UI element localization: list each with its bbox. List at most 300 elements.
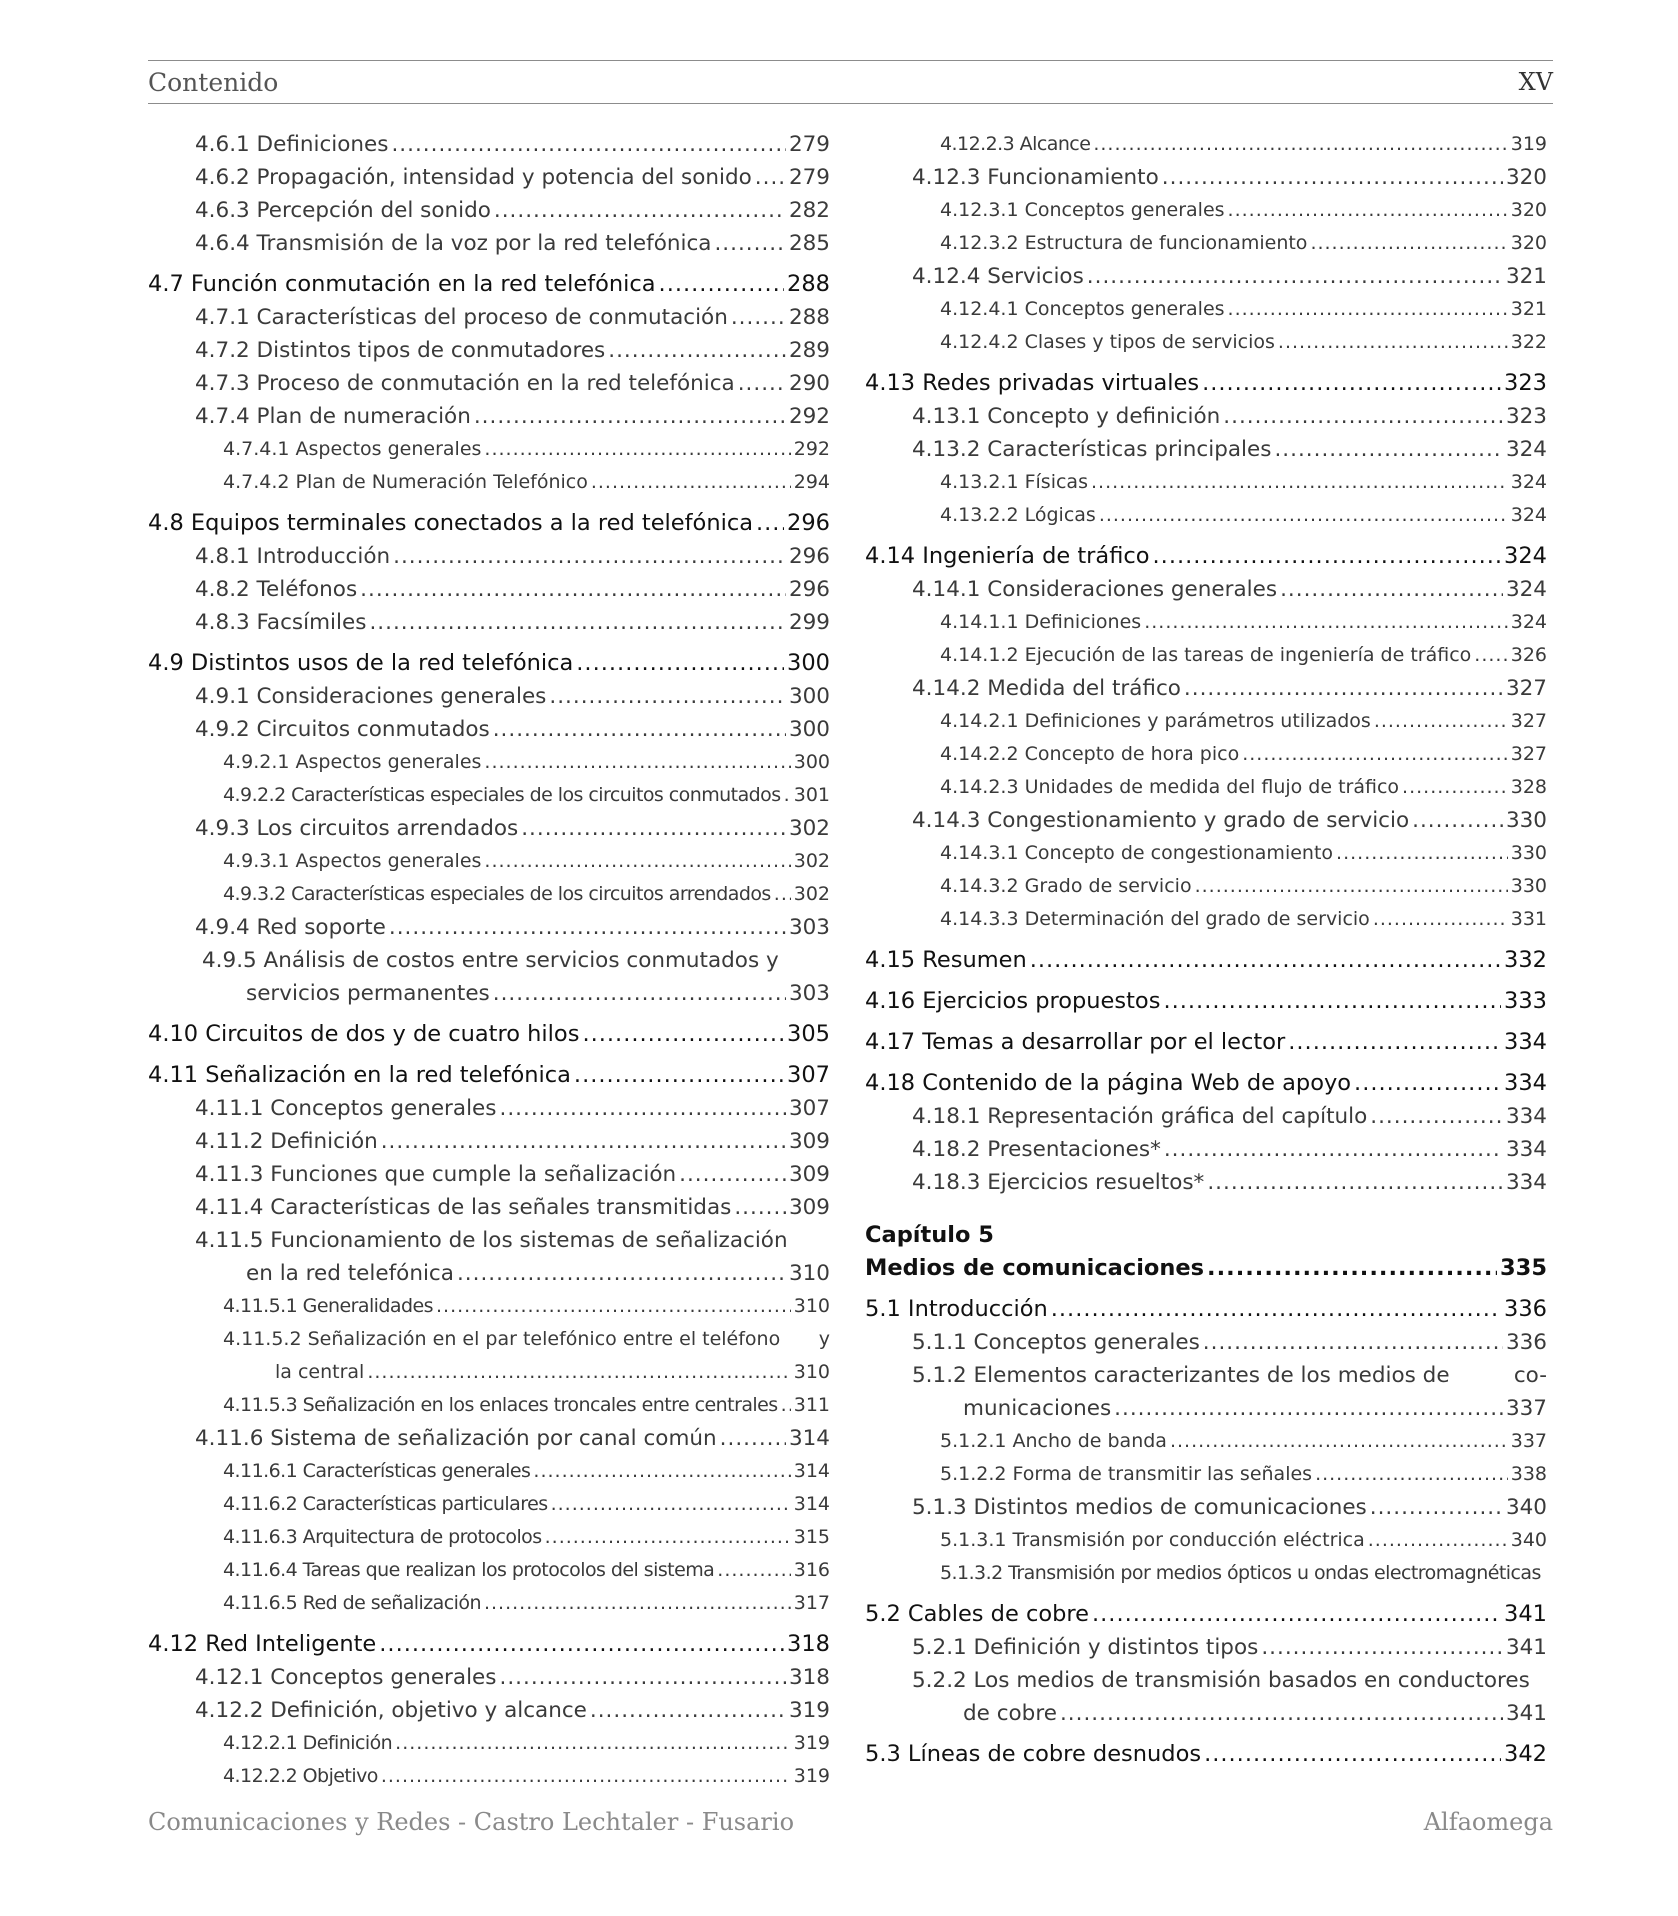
toc-entry-title: 4.9.1 Consideraciones generales [195,684,547,709]
dot-leader [1162,161,1503,194]
toc-entry-wrapped[interactable] [148,944,830,977]
toc-entry-page: 334 [1505,1170,1547,1195]
toc-entry-level-1[interactable] [148,647,830,680]
dot-leader [493,977,786,1010]
dot-leader [1228,194,1508,227]
toc-entry-page: 310 [788,1261,830,1286]
dot-leader [381,1125,786,1158]
toc-entry-page: 307 [788,1096,830,1121]
toc-entry-page: 296 [788,577,830,602]
toc-entry-title: 4.11.5.1 Generalidades [223,1295,434,1317]
dot-leader [1223,400,1503,433]
toc-entry-title: 4.14.3.2 Grado de servicio [940,875,1192,897]
dot-leader [576,647,784,680]
toc-entry-title: 4.11.6.5 Red de señalización [223,1592,481,1614]
toc-entry-page: 327 [1510,710,1547,732]
dot-leader [781,1389,791,1422]
toc-entry-title: 5.1.3.2 Transmisión por medios ópticos u ondas electromagnéticas [940,1562,1541,1584]
dot-leader [499,1661,785,1694]
toc-entry-title: 4.8 Equipos terminales conectados a la red telefónica [148,510,753,536]
toc-entry-page: 282 [788,198,830,223]
toc-entry-level-3[interactable] [148,746,830,779]
dot-leader [659,268,785,301]
toc-entry-level-2[interactable] [148,128,830,161]
dot-leader [369,606,786,639]
toc-entry-level-1[interactable] [865,944,1547,977]
toc-entry-page: 310 [793,1361,830,1383]
toc-entry-title: 4.11.6 Sistema de señalización por canal común [195,1426,717,1451]
toc-entry-page: 324 [1505,437,1547,462]
toc-entry-level-3[interactable] [865,1557,1547,1590]
toc-entry-page: 323 [1504,370,1547,396]
toc-entry-level-2[interactable] [865,573,1547,606]
dot-leader [590,1694,786,1727]
toc-entry-title: 4.7.4.2 Plan de Numeración Telefónico [223,471,588,493]
toc-entry-page: 305 [787,1021,830,1047]
toc-entry-page: 327 [1505,676,1547,701]
toc-entry-page: 335 [1500,1255,1547,1281]
toc-entry-title-cont: municaciones [963,1396,1112,1421]
toc-entry-level-3[interactable] [865,128,1547,161]
toc-entry-level-2[interactable] [865,1326,1547,1359]
toc-entry-level-2[interactable] [865,1100,1547,1133]
toc-entry-level-3[interactable] [865,227,1547,260]
toc-entry-page: 319 [793,1765,830,1787]
toc-entry-level-2[interactable] [865,1133,1547,1166]
toc-entry-page: 330 [1510,842,1547,864]
dot-leader [381,1760,791,1793]
toc-entry-level-3[interactable] [865,771,1547,804]
toc-entry-page: 336 [1504,1296,1547,1322]
toc-entry-page: 311 [793,1394,830,1416]
toc-entry-level-3[interactable] [865,870,1547,903]
toc-entry-wrapped[interactable] [148,1224,830,1257]
toc-entry-page: 319 [1510,133,1547,155]
dot-leader [484,746,790,779]
toc-entry-title: 4.6.3 Percepción del sonido [195,198,491,223]
toc-entry-title: 4.15 Resumen [865,947,1027,973]
toc-entry-level-1[interactable] [865,1026,1547,1059]
toc-entry-page: 285 [788,231,830,256]
dot-leader [360,573,786,606]
toc-entry-title: 5.1 Introducción [865,1296,1048,1322]
dot-leader [1274,433,1503,466]
toc-entry-page: 303 [788,981,830,1006]
footer-publisher: Alfaomega [1423,1808,1553,1836]
toc-entry-level-1[interactable] [148,1018,830,1051]
toc-entry-page: 292 [788,404,830,429]
toc-entry-level-2[interactable] [148,367,830,400]
toc-entry-page: 303 [788,915,830,940]
toc-entry-page: 337 [1505,1396,1547,1421]
toc-entry-level-1[interactable] [865,1067,1547,1100]
toc-entry-continuation[interactable] [148,977,830,1010]
toc-entry-page: 299 [788,610,830,635]
dot-leader [1315,1458,1508,1491]
dot-leader [756,507,784,540]
toc-entry-title-cont: en la red telefónica [246,1261,454,1286]
dot-leader [1288,1026,1501,1059]
dot-leader [1242,738,1508,771]
toc-entry-page: 296 [788,544,830,569]
toc-entry-level-3[interactable] [865,837,1547,870]
toc-entry-title: 4.11.6.4 Tareas que realizan los protocolos del sistema [223,1559,715,1581]
toc-entry-page: 319 [793,1732,830,1754]
toc-entry-level-3[interactable] [148,1389,830,1422]
toc-entry-level-2[interactable] [865,672,1547,705]
running-footer [148,1808,1553,1836]
dot-leader [1228,293,1508,326]
toc-entry-page: 320 [1505,165,1547,190]
dot-leader [484,845,790,878]
toc-entry-level-1[interactable] [865,985,1547,1018]
toc-entry-level-3[interactable] [148,1290,830,1323]
toc-entry-wrapped[interactable] [865,1664,1547,1697]
toc-entry-title: 4.12 Red Inteligente [148,1631,377,1657]
toc-entry-level-2[interactable] [148,1422,830,1455]
toc-entry-page: 327 [1510,743,1547,765]
toc-entry-title: 4.14.1.1 Definiciones [940,611,1142,633]
toc-entry-title: 4.12.1 Conceptos generales [195,1665,497,1690]
toc-entry-level-2[interactable] [865,1166,1547,1199]
toc-entry-title-tail: co- [1513,1363,1547,1388]
toc-entry-level-3[interactable] [865,903,1547,936]
dot-leader [1170,1425,1508,1458]
toc-entry-title: 4.12.3 Funcionamiento [912,165,1159,190]
toc-entry-level-3[interactable] [148,1455,830,1488]
dot-leader [734,1191,786,1224]
toc-entry-level-3[interactable] [865,194,1547,227]
toc-entry-title: 4.9.3.1 Aspectos generales [223,850,482,872]
toc-entry-page: 310 [793,1295,830,1317]
toc-entry-title: Medios de comunicaciones [865,1255,1205,1281]
toc-entry-title: 4.12.4.1 Conceptos generales [940,298,1225,320]
toc-entry-level-2[interactable] [148,400,830,433]
toc-entry-title: 4.13.2 Características principales [912,437,1272,462]
toc-entry-title: 4.18 Contenido de la página Web de apoyo [865,1070,1352,1096]
toc-entry-title: 4.11.6.1 Características generales [223,1460,531,1482]
toc-entry-level-3[interactable] [865,326,1547,359]
toc-entry-page: 289 [788,338,830,363]
toc-entry-title: 4.7 Función conmutación en la red telefónica [148,271,656,297]
toc-entry-title: 4.11.5.2 Señalización en el par telefónico entre el teléfono [223,1328,781,1350]
toc-entry-title: 4.11.4 Características de las señales transmitidas [195,1195,732,1220]
toc-entry-wrapped[interactable] [148,1323,830,1356]
toc-entry-continuation[interactable] [865,1392,1547,1425]
dot-leader [1278,326,1508,359]
toc-entry-level-2[interactable] [865,161,1547,194]
toc-entry-continuation[interactable] [148,1257,830,1290]
dot-leader [1261,1631,1503,1664]
dot-leader [1114,1392,1503,1425]
toc-entry-page: 288 [788,305,830,330]
toc-entry-level-2[interactable] [148,713,830,746]
dot-leader [521,812,786,845]
toc-entry-level-2[interactable] [148,161,830,194]
toc-entry-level-2[interactable] [148,680,830,713]
toc-entry-level-3[interactable] [148,1521,830,1554]
toc-entry-title: 4.9.2 Circuitos conmutados [195,717,490,742]
toc-entry-title: 4.14.1.2 Ejecución de las tareas de ingeniería de tráfico [940,644,1472,666]
toc-entry-level-1[interactable] [148,268,830,301]
dot-leader [608,334,786,367]
toc-entry-level-2[interactable] [148,911,830,944]
dot-leader [1144,606,1508,639]
toc-entry-level-3[interactable] [148,1760,830,1793]
toc-entry-continuation[interactable] [148,1356,830,1389]
toc-entry-level-3[interactable] [148,845,830,878]
dot-leader [1184,672,1503,705]
toc-entry-page: 331 [1510,908,1547,930]
dot-leader [574,1059,784,1092]
dot-leader [1373,903,1508,936]
toc-entry-title: 4.14.2.2 Concepto de hora pico [940,743,1240,765]
toc-entry-page: 300 [787,650,830,676]
dot-leader [494,194,786,227]
toc-entry-level-3[interactable] [148,433,830,466]
dot-leader [679,1158,786,1191]
dot-leader [1354,1067,1501,1100]
toc-entry-title: 4.14.3.1 Concepto de congestionamiento [940,842,1334,864]
toc-entry-title: 4.14.3 Congestionamiento y grado de servicio [912,808,1410,833]
toc-entry-title: 4.12.2.3 Alcance [940,133,1091,155]
dot-leader [1368,1524,1508,1557]
toc-entry-title: 4.9.3 Los circuitos arrendados [195,816,519,841]
toc-entry-level-3[interactable] [148,878,830,911]
toc-entry-title: 5.1.3.1 Transmisión por conducción eléctrica [940,1529,1365,1551]
toc-entry-title: 4.11.6.3 Arquitectura de protocolos [223,1526,542,1548]
dot-leader [1310,227,1507,260]
toc-entry-level-2[interactable] [148,334,830,367]
toc-entry-continuation[interactable] [865,1697,1547,1730]
toc-entry-title: 5.2.1 Definición y distintos tipos [912,1635,1259,1660]
dot-leader [551,1488,791,1521]
dot-leader [1474,639,1507,672]
toc-right-column [865,128,1547,1771]
toc-entry-page: 290 [788,371,830,396]
dot-leader [1163,985,1501,1018]
toc-entry-level-2[interactable] [148,1125,830,1158]
toc-entry-level-1[interactable] [865,1738,1547,1771]
toc-entry-level-2[interactable] [865,400,1547,433]
running-header [148,60,1553,104]
toc-entry-level-3[interactable] [865,1458,1547,1491]
toc-entry-title: 5.3 Líneas de cobre desnudos [865,1741,1202,1767]
toc-entry-level-3[interactable] [148,1488,830,1521]
toc-entry-level-3[interactable] [148,1554,830,1587]
toc-entry-page: 340 [1510,1529,1547,1551]
toc-entry-page: 322 [1510,331,1547,353]
toc-entry-level-2[interactable] [148,573,830,606]
dot-leader [1203,1326,1503,1359]
toc-entry-level-2[interactable] [148,812,830,845]
toc-entry-level-2[interactable] [148,606,830,639]
dot-leader [395,1727,791,1760]
toc-entry-title: 4.14.2.3 Unidades de medida del flujo de tráfico [940,776,1400,798]
toc-entry-title: 4.13 Redes privadas virtuales [865,370,1200,396]
dot-leader [389,911,786,944]
toc-entry-title: 4.9.5 Análisis de costos entre servicios conmutados y [202,948,779,973]
toc-entry-title: 4.13.1 Concepto y definición [912,404,1221,429]
toc-entry-page: 318 [788,1665,830,1690]
dot-leader [1153,540,1502,573]
toc-entry-title: 5.1.2 Elementos caracterizantes de los medios de [912,1363,1450,1388]
dot-leader [549,680,786,713]
toc-entry-title: 4.12.3.1 Conceptos generales [940,199,1225,221]
toc-entry-title: 4.14.3.3 Determinación del grado de servicio [940,908,1370,930]
toc-entry-page: 334 [1505,1104,1547,1129]
toc-entry-level-3[interactable] [865,499,1547,532]
toc-entry-level-3[interactable] [865,1425,1547,1458]
toc-entry-title: 5.1.3 Distintos medios de comunicaciones [912,1495,1367,1520]
toc-entry-level-1[interactable] [148,507,830,540]
dot-leader [1030,944,1501,977]
toc-entry-page: 321 [1510,298,1547,320]
toc-entry-title: 4.6.4 Transmisión de la voz por la red telefónica [195,231,712,256]
toc-entry-title-cont: servicios permanentes [246,981,490,1006]
toc-entry-page: 302 [793,883,830,905]
toc-entry-level-2[interactable] [148,1092,830,1125]
toc-entry-title: 4.11.2 Definición [195,1129,378,1154]
toc-entry-page: 341 [1504,1601,1547,1627]
toc-entry-page: 334 [1504,1029,1547,1055]
toc-entry-page: 319 [788,1698,830,1723]
toc-entry-page: 330 [1510,875,1547,897]
toc-entry-title: 4.13.2.2 Lógicas [940,504,1096,526]
toc-entry-page: 341 [1505,1635,1547,1660]
toc-entry-title-cont: de cobre [963,1701,1057,1726]
dot-leader [1087,260,1503,293]
toc-entry-title: 4.14 Ingeniería de tráfico [865,543,1150,569]
toc-entry-page: 279 [788,165,830,190]
toc-entry-level-3[interactable] [148,1727,830,1760]
dot-leader [1280,573,1503,606]
dot-leader [533,1455,790,1488]
dot-leader [714,227,785,260]
toc-entry-level-3[interactable] [148,1587,830,1620]
toc-entry-title: 4.12.3.2 Estructura de funcionamiento [940,232,1308,254]
dot-leader [731,301,786,334]
toc-entry-level-1[interactable] [865,1252,1547,1285]
toc-entry-level-1[interactable] [865,1293,1547,1326]
toc-entry-level-2[interactable] [865,433,1547,466]
toc-entry-level-1[interactable] [865,1598,1547,1631]
toc-entry-level-3[interactable] [865,293,1547,326]
dot-leader [784,779,791,812]
toc-entry-title: 4.9.3.2 Características especiales de los circuitos arrendados [223,883,771,905]
toc-entry-level-1[interactable] [148,1628,830,1661]
toc-entry-page: 338 [1510,1463,1547,1485]
toc-entry-level-2[interactable] [865,260,1547,293]
toc-entry-level-1[interactable] [865,367,1547,400]
toc-entry-level-3[interactable] [865,639,1547,672]
toc-entry-title: 5.2 Cables de cobre [865,1601,1089,1627]
toc-entry-level-3[interactable] [865,466,1547,499]
dot-leader [1164,1133,1503,1166]
dot-leader [499,1092,785,1125]
page-number: XV [1518,68,1553,96]
footer-book-title: Comunicaciones y Redes - Castro Lechtaler - Fusario [148,1808,795,1836]
toc-entry-page: 309 [788,1162,830,1187]
toc-entry-title: 4.14.2 Medida del tráfico [912,676,1181,701]
toc-entry-page: 340 [1505,1495,1547,1520]
toc-entry-title: 4.7.4 Plan de numeración [195,404,471,429]
toc-entry-level-2[interactable] [148,1158,830,1191]
dot-leader [1207,1252,1497,1285]
toc-entry-level-2[interactable] [148,540,830,573]
toc-entry-title: 4.6.2 Propagación, intensidad y potencia del sonido [195,165,752,190]
toc-entry-title: 4.10 Circuitos de dos y de cuatro hilos [148,1021,580,1047]
toc-entry-level-1[interactable] [865,540,1547,573]
toc-entry-page: 317 [793,1592,830,1614]
toc-entry-page: 333 [1504,988,1547,1014]
toc-entry-title-cont: la central [275,1361,365,1383]
toc-entry-level-2[interactable] [148,1661,830,1694]
toc-entry-level-3[interactable] [865,705,1547,738]
toc-entry-level-2[interactable] [148,1191,830,1224]
toc-entry-title: 4.14.2.1 Definiciones y parámetros utilizados [940,710,1371,732]
toc-entry-level-3[interactable] [865,606,1547,639]
toc-entry-title: 4.11.5 Funcionamiento de los sistemas de señalización [195,1228,788,1253]
toc-entry-title: 4.12.2 Definición, objetivo y alcance [195,1698,587,1723]
dot-leader [1374,705,1508,738]
toc-entry-level-1[interactable] [148,1059,830,1092]
toc-entry-level-2[interactable] [148,227,830,260]
toc-entry-title: 4.11.1 Conceptos generales [195,1096,497,1121]
toc-entry-page: 342 [1504,1741,1547,1767]
toc-entry-level-2[interactable] [148,301,830,334]
toc-entry-level-2[interactable] [865,804,1547,837]
dot-leader [1402,771,1508,804]
toc-entry-page: 302 [793,850,830,872]
toc-entry-level-2[interactable] [865,1491,1547,1524]
toc-entry-title: 4.11.5.3 Señalización en los enlaces troncales entre centrales [223,1394,778,1416]
toc-entry-level-3[interactable] [148,466,830,499]
toc-entry-title: 4.7.1 Características del proceso de conmutación [195,305,728,330]
dot-leader [545,1521,791,1554]
toc-entry-wrapped[interactable] [865,1359,1547,1392]
dot-leader [1202,367,1501,400]
toc-entry-page: 315 [793,1526,830,1548]
toc-chapter-label: Capítulo 5 [865,1222,994,1248]
dot-leader [717,1554,790,1587]
toc-entry-page: 330 [1505,808,1547,833]
toc-entry-level-3[interactable] [148,779,830,812]
toc-entry-title: 5.1.2.2 Forma de transmitir las señales [940,1463,1313,1485]
toc-entry-page: 334 [1505,1137,1547,1162]
toc-entry-level-3[interactable] [865,1524,1547,1557]
toc-entry-level-2[interactable] [865,1631,1547,1664]
toc-entry-title: 4.12.2.1 Definición [223,1732,393,1754]
toc-entry-page: 324 [1510,471,1547,493]
toc-entry-level-2[interactable] [148,194,830,227]
toc-entry-title: 4.6.1 Definiciones [195,132,389,157]
toc-entry-page: 302 [788,816,830,841]
toc-entry-level-2[interactable] [148,1694,830,1727]
toc-entry-title: 4.8.1 Introducción [195,544,391,569]
toc-entry-level-3[interactable] [865,738,1547,771]
dot-leader [1336,837,1508,870]
toc-entry-title: 4.7.4.1 Aspectos generales [223,438,482,460]
toc-entry-page: 326 [1510,644,1547,666]
toc-entry-title: 4.18.1 Representación gráfica del capítulo [912,1104,1368,1129]
dot-leader [720,1422,786,1455]
dot-leader [493,713,786,746]
toc-entry-title: 4.12.4.2 Clases y tipos de servicios [940,331,1275,353]
toc-entry-title: 4.8.2 Teléfonos [195,577,358,602]
toc-entry-page: 321 [1505,264,1547,289]
dot-leader [591,466,791,499]
